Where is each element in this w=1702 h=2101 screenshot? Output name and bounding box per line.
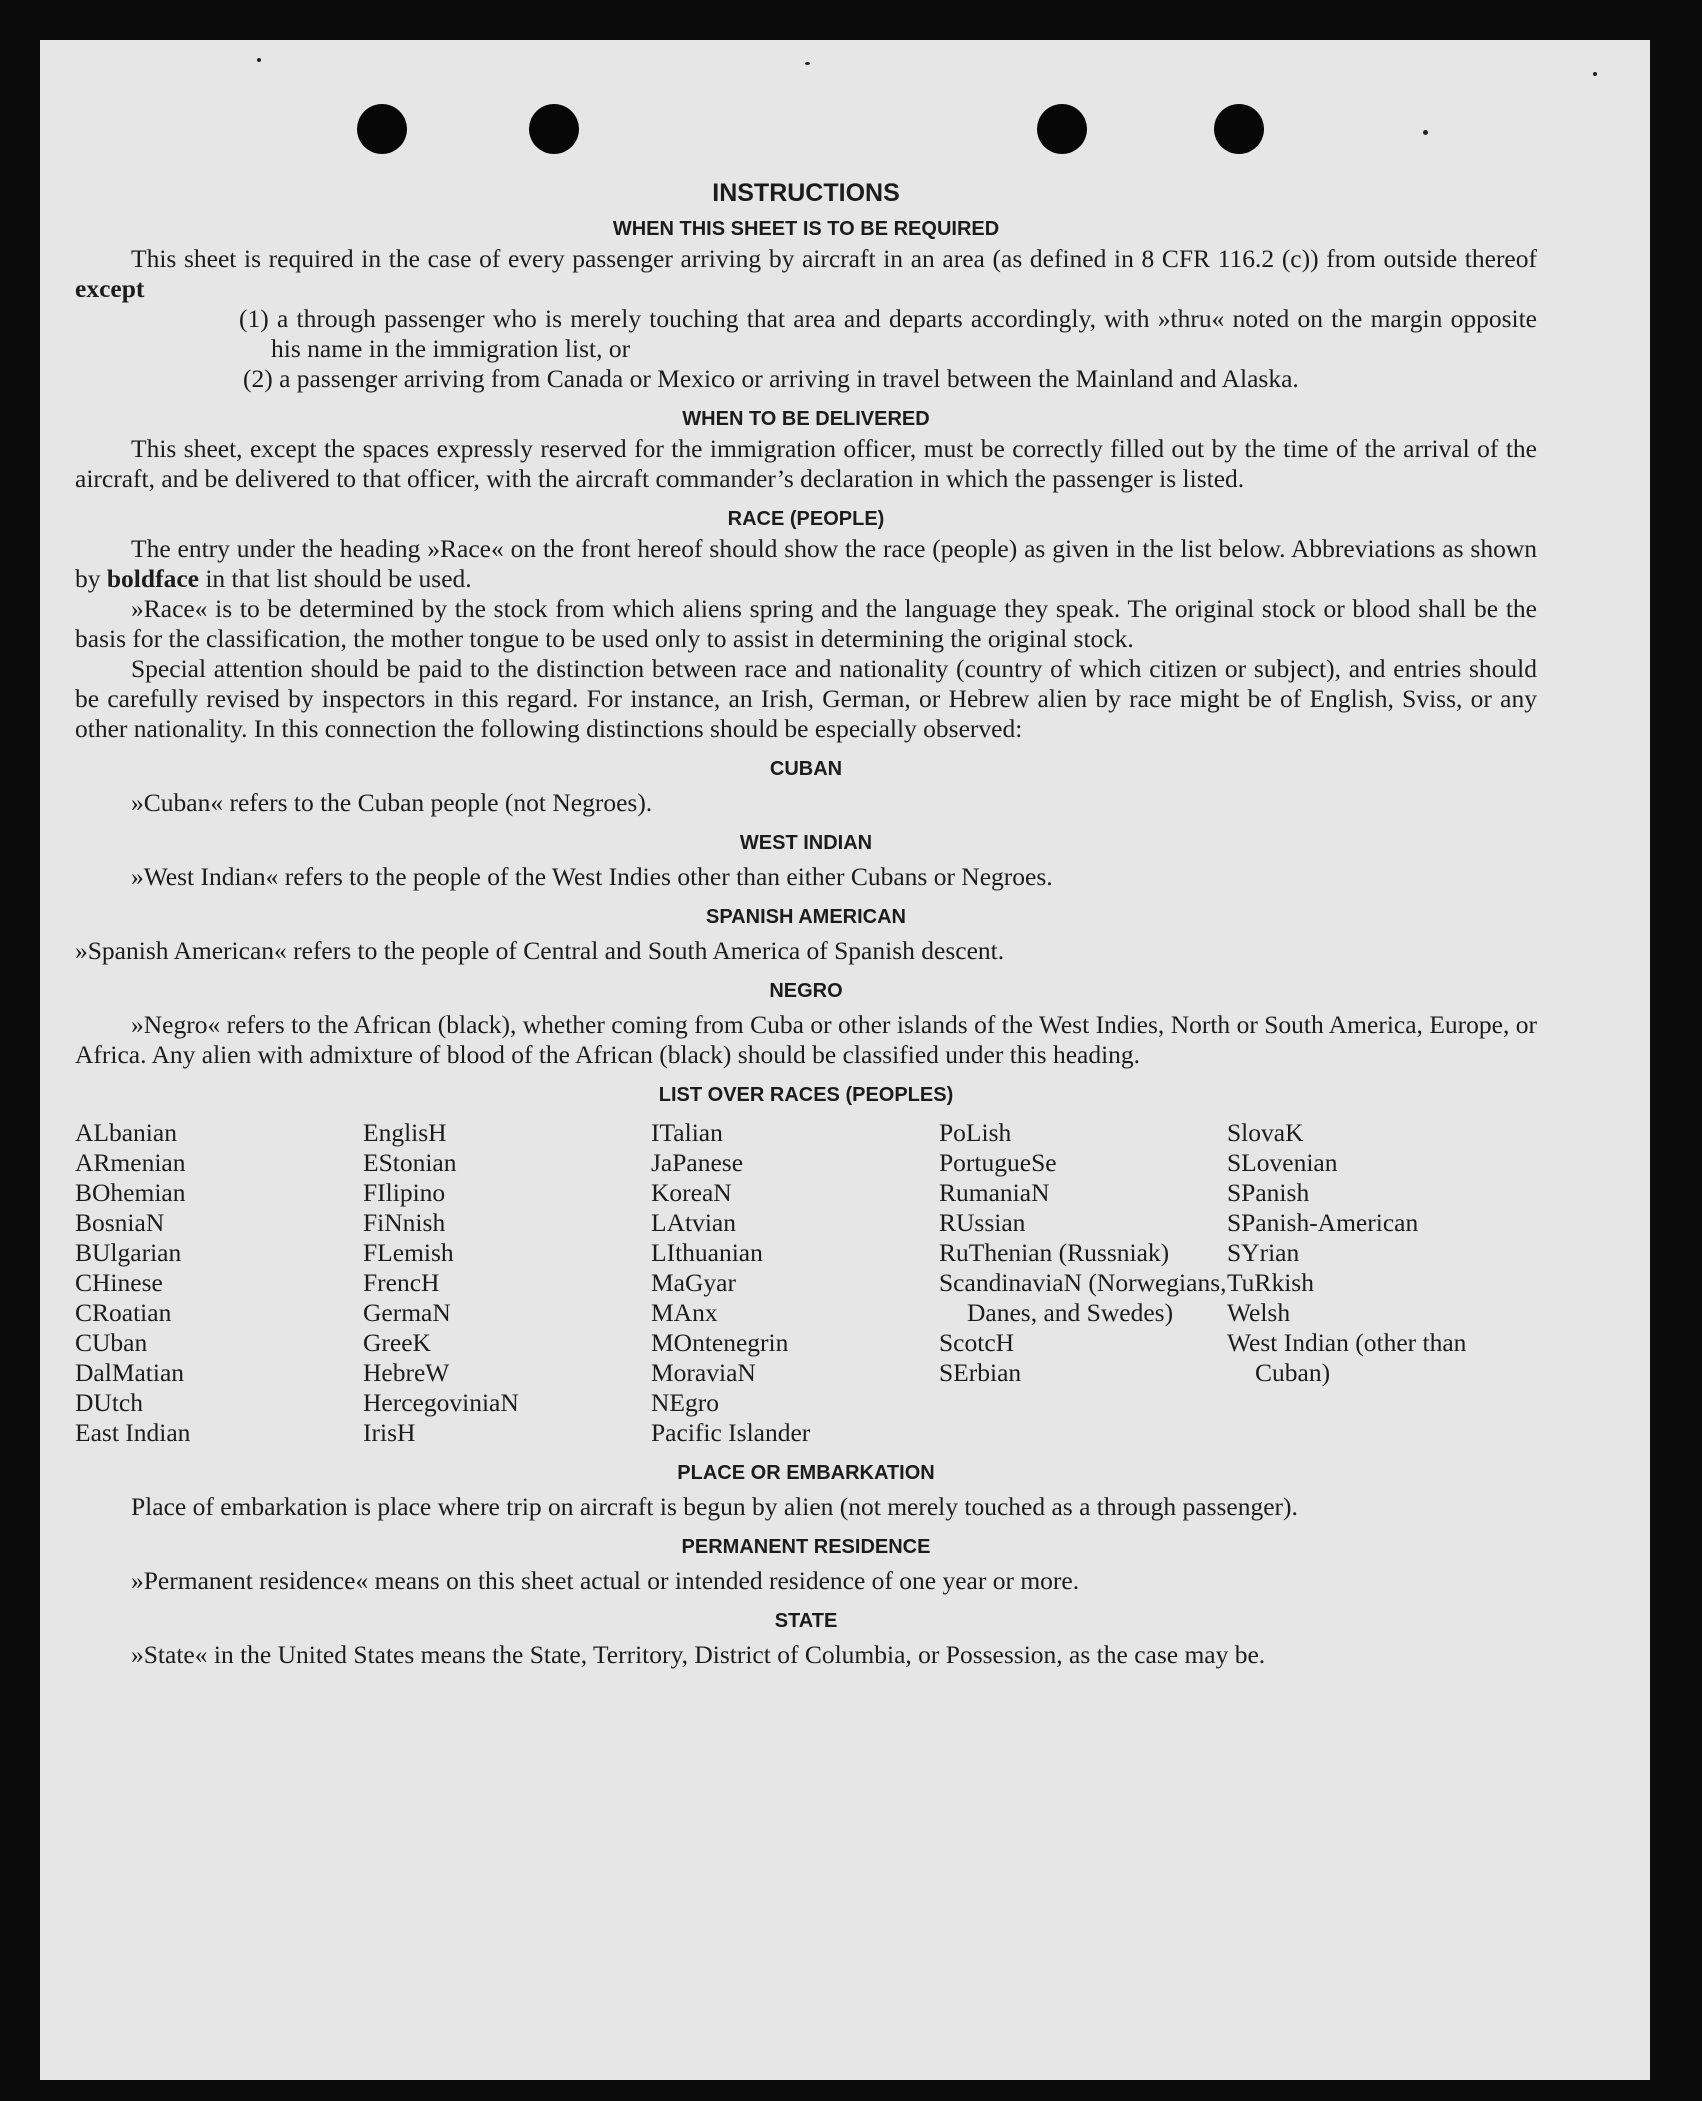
race-entry: SPanish-American — [1227, 1208, 1419, 1237]
race-entry: Pacific Islander — [651, 1418, 811, 1447]
race-entry: ARmenian — [75, 1148, 186, 1177]
exception-item-1: (1) a through passenger who is merely touching that area and departs accordingly, with »thru« noted on the margin opposite his name in the immigration list, or — [239, 304, 1537, 363]
punch-hole — [357, 104, 407, 154]
race-entry: KoreaN — [651, 1178, 732, 1207]
race-entry: MAnx — [651, 1298, 718, 1327]
race-entry: ITalian — [651, 1118, 723, 1147]
race-entry: CRoatian — [75, 1298, 172, 1327]
race-column — [651, 1118, 939, 1448]
race-entry: CUban — [75, 1328, 148, 1357]
heading-embarkation: PLACE OR EMBARKATION — [677, 1462, 935, 1484]
race-entry: ALbanian — [75, 1118, 177, 1147]
race-entry: HebreW — [363, 1358, 450, 1387]
race-entry: East Indian — [75, 1418, 191, 1447]
race-entry: BUlgarian — [75, 1238, 182, 1267]
race-entry: GreeK — [363, 1328, 431, 1357]
boldface-word: boldface — [106, 564, 199, 593]
race-entry: SPanish — [1227, 1178, 1310, 1207]
punch-hole — [1037, 104, 1087, 154]
race-entry: BosniaN — [75, 1208, 165, 1237]
race-entry: SlovaK — [1227, 1118, 1304, 1147]
residence-text: »Permanent residence« means on this sheet actual or intended residence of one year or more. — [131, 1566, 1080, 1595]
race-paragraph-3: Special attention should be paid to the distinction between race and nationality (country of which citizen or subject), and entries should be carefully revised by inspectors in this regard. For instance, an Irish, German, or Hebrew alien by race might be of English, Sviss, or any other nationality. In this connection the following distinctions should be especially observed: — [75, 654, 1537, 743]
race-paragraph-1: The entry under the heading »Race« on the front hereof should show the race (people) as given in the list below. Abbreviations as shown by boldface in that list should be used. — [75, 534, 1537, 593]
heading-negro: NEGRO — [769, 980, 843, 1002]
race-entry: FLemish — [363, 1238, 454, 1267]
embarkation-text: Place of embarkation is place where trip on aircraft is begun by alien (not merely touched as a through passenger). — [131, 1492, 1298, 1521]
race-entry: GermaN — [363, 1298, 451, 1327]
scan-speck — [1593, 72, 1597, 76]
race-entry: PortugueSe — [939, 1148, 1057, 1177]
race-entry: FiNnish — [363, 1208, 446, 1237]
negro-text: »Negro« refers to the African (black), whether coming from Cuba or other islands of the West Indies, North or South America, Europe, or Africa. Any alien with admixture of blood of the African (black) should be classified under this heading. — [75, 1010, 1537, 1069]
scan-speck — [805, 62, 810, 65]
except-bold: except — [75, 274, 145, 303]
scan-speck — [1423, 130, 1428, 135]
when-delivered-text: This sheet, except the spaces expressly reserved for the immigration officer, must be correctly filled out by the time of the arrival of the aircraft, and be delivered to that officer, with the aircraft commander’s declaration in which the passenger is listed. — [75, 434, 1537, 493]
heading-when-required: WHEN THIS SHEET IS TO BE REQUIRED — [612, 218, 1000, 240]
page-title: INSTRUCTIONS — [712, 179, 900, 207]
race-entry: TuRkish — [1227, 1268, 1314, 1297]
race-entry: ScotcH — [939, 1328, 1015, 1357]
race-entry: MOntenegrin — [651, 1328, 789, 1357]
race-entry: DUtch — [75, 1388, 143, 1417]
heading-state: STATE — [774, 1610, 838, 1632]
scan-speck — [257, 58, 261, 62]
race-entry: MoraviaN — [651, 1358, 756, 1387]
when-required-intro: This sheet is required in the case of every passenger arriving by aircraft in an area (as defined in 8 CFR 116.2 (c)) from outside thereof except — [75, 244, 1537, 303]
race-entry: SLovenian — [1227, 1148, 1338, 1177]
race-list — [75, 1118, 1537, 1448]
race-entry: RUssian — [939, 1208, 1026, 1237]
race-entry: SYrian — [1227, 1238, 1300, 1267]
race-entry: Welsh — [1227, 1298, 1291, 1327]
race-column — [1227, 1118, 1527, 1448]
race-entry: FIlipino — [363, 1178, 446, 1207]
heading-cuban: CUBAN — [769, 758, 843, 780]
race-entry: EnglisH — [363, 1118, 447, 1147]
race-entry: DalMatian — [75, 1358, 185, 1387]
race-entry: MaGyar — [651, 1268, 736, 1297]
race-entry: IrisH — [363, 1418, 416, 1447]
exception-item-2: (2) a passenger arriving from Canada or Mexico or arriving in travel between the Mainland and Alaska. — [243, 364, 1299, 393]
race-entry: PoLish — [939, 1118, 1012, 1147]
race-entry: NEgro — [651, 1388, 719, 1417]
race-entry: FrencH — [363, 1268, 440, 1297]
punch-hole — [529, 104, 579, 154]
punch-hole — [1214, 104, 1264, 154]
instructions-content — [75, 178, 1537, 1670]
race-entry: CHinese — [75, 1268, 163, 1297]
race-entry: EStonian — [363, 1148, 457, 1177]
race-entry: RuThenian (Russniak) — [939, 1238, 1170, 1267]
heading-race-list: LIST OVER RACES (PEOPLES) — [658, 1084, 954, 1106]
heading-when-delivered: WHEN TO BE DELIVERED — [682, 408, 930, 430]
race-entry: JaPanese — [651, 1148, 744, 1177]
spanish-american-text: »Spanish American« refers to the people of Central and South America of Spanish descent. — [75, 936, 1005, 965]
heading-spanish-american: SPANISH AMERICAN — [705, 906, 906, 928]
heading-permanent-residence: PERMANENT RESIDENCE — [681, 1536, 931, 1558]
state-text: »State« in the United States means the State, Territory, District of Columbia, or Possession, as the case may be. — [131, 1640, 1266, 1669]
race-column — [363, 1118, 651, 1448]
race-entry: West Indian (other than Cuban) — [1227, 1328, 1467, 1387]
race-column — [939, 1118, 1227, 1448]
race-entry: ScandinaviaN (Norwegians, Danes, and Swedes) — [939, 1268, 1227, 1327]
heading-west-indian: WEST INDIAN — [739, 832, 873, 854]
heading-race: RACE (PEOPLE) — [727, 508, 885, 530]
document-page — [40, 40, 1650, 2080]
race-entry: BOhemian — [75, 1178, 186, 1207]
race-entry: RumaniaN — [939, 1178, 1050, 1207]
cuban-text: »Cuban« refers to the Cuban people (not Negroes). — [131, 788, 653, 817]
race-entry: LAtvian — [651, 1208, 736, 1237]
race-entry: HercegoviniaN — [363, 1388, 519, 1417]
west-indian-text: »West Indian« refers to the people of the West Indies other than either Cubans or Negroes. — [131, 862, 1053, 891]
race-column — [75, 1118, 363, 1448]
race-entry: SErbian — [939, 1358, 1022, 1387]
race-entry: LIthuanian — [651, 1238, 763, 1267]
race-paragraph-2: »Race« is to be determined by the stock from which aliens spring and the language they speak. The original stock or blood shall be the basis for the classification, the mother tongue to be used only to assist in determining the original stock. — [75, 594, 1537, 653]
